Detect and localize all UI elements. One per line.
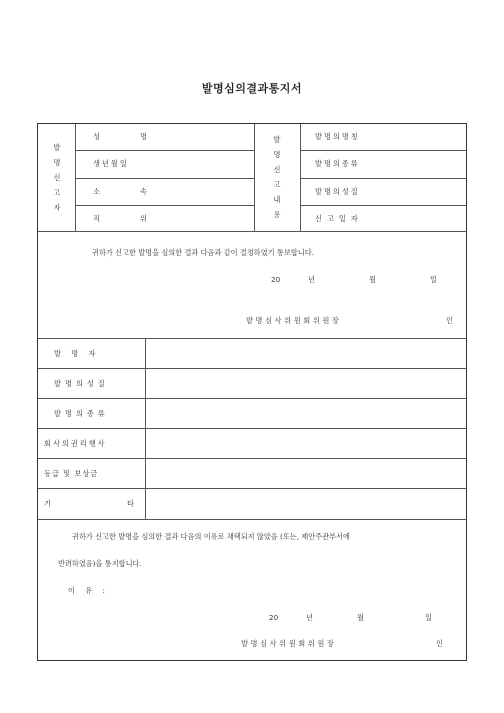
decision-message: 귀하가 신고한 발명을 심의한 결과 다음과 같이 결정하였기 통보합니다. xyxy=(92,248,314,257)
field-report-date-label: 신고일자 xyxy=(315,214,363,223)
decision-signer: 발명심사위원회위원장 xyxy=(246,316,342,325)
field-invention-title-label: 발명의명칭 xyxy=(315,132,360,141)
field-affiliation-label: 소 속 xyxy=(93,187,147,196)
divider xyxy=(75,205,254,206)
decision-month-unit: 월 xyxy=(369,275,376,284)
field-birthdate-label: 생년월일 xyxy=(93,159,129,168)
row-label-company-rights: 회사의권리행사 xyxy=(44,439,107,448)
row-divider xyxy=(38,428,467,429)
section-divider xyxy=(38,338,467,339)
row-label-inventor: 발 명 자 xyxy=(54,349,100,358)
rejection-month-unit: 월 xyxy=(357,613,364,622)
divider xyxy=(300,178,467,179)
rejection-year-unit: 년 xyxy=(306,613,313,622)
row-divider xyxy=(38,398,467,399)
row-label-other: 기 타 xyxy=(44,499,134,508)
section-divider xyxy=(38,231,467,232)
row-divider xyxy=(38,368,467,369)
decision-day-unit: 일 xyxy=(430,275,437,284)
rejection-seal: 인 xyxy=(436,639,443,648)
form-frame xyxy=(37,123,467,661)
row-label-nature: 발명의성질 xyxy=(54,379,109,388)
content-label: 발 명 신 고 내 용 xyxy=(273,135,281,219)
rejection-reason-label: 이 유 : xyxy=(68,586,109,595)
row-divider xyxy=(38,458,467,459)
rejection-signer: 발명심사위원회위원장 xyxy=(241,639,337,648)
field-invention-nature-label: 발명의성질 xyxy=(315,187,360,196)
rejection-year-prefix: 20 xyxy=(269,613,279,622)
row-divider xyxy=(38,488,467,489)
divider xyxy=(300,205,467,206)
applicant-label: 발 명 신 고 자 xyxy=(53,143,61,212)
rejection-message-line1: 귀하가 신고한 발명을 심의한 결과 다음의 이유로 채택되지 않았음 (또는, 제안주관부서에 xyxy=(72,532,350,541)
row-label-grade-reward: 등급 및 보상금 xyxy=(44,469,99,478)
field-name-label: 성 명 xyxy=(93,132,147,141)
decision-year-prefix: 20 xyxy=(271,275,281,284)
field-invention-type-label: 발명의종류 xyxy=(315,159,360,168)
divider xyxy=(75,150,254,151)
divider xyxy=(145,338,146,519)
section-divider xyxy=(38,519,467,520)
decision-year-unit: 년 xyxy=(308,275,315,284)
field-position-label: 직 위 xyxy=(93,214,147,223)
decision-seal: 인 xyxy=(446,316,453,325)
row-label-type: 발명의종류 xyxy=(54,409,109,418)
document-title: 발명심의결과통지서 xyxy=(201,82,303,95)
rejection-day-unit: 일 xyxy=(425,613,432,622)
divider xyxy=(254,124,255,231)
divider xyxy=(300,150,467,151)
divider xyxy=(75,178,254,179)
rejection-message-line2: 반려하였음)을 통지합니다. xyxy=(58,559,142,568)
